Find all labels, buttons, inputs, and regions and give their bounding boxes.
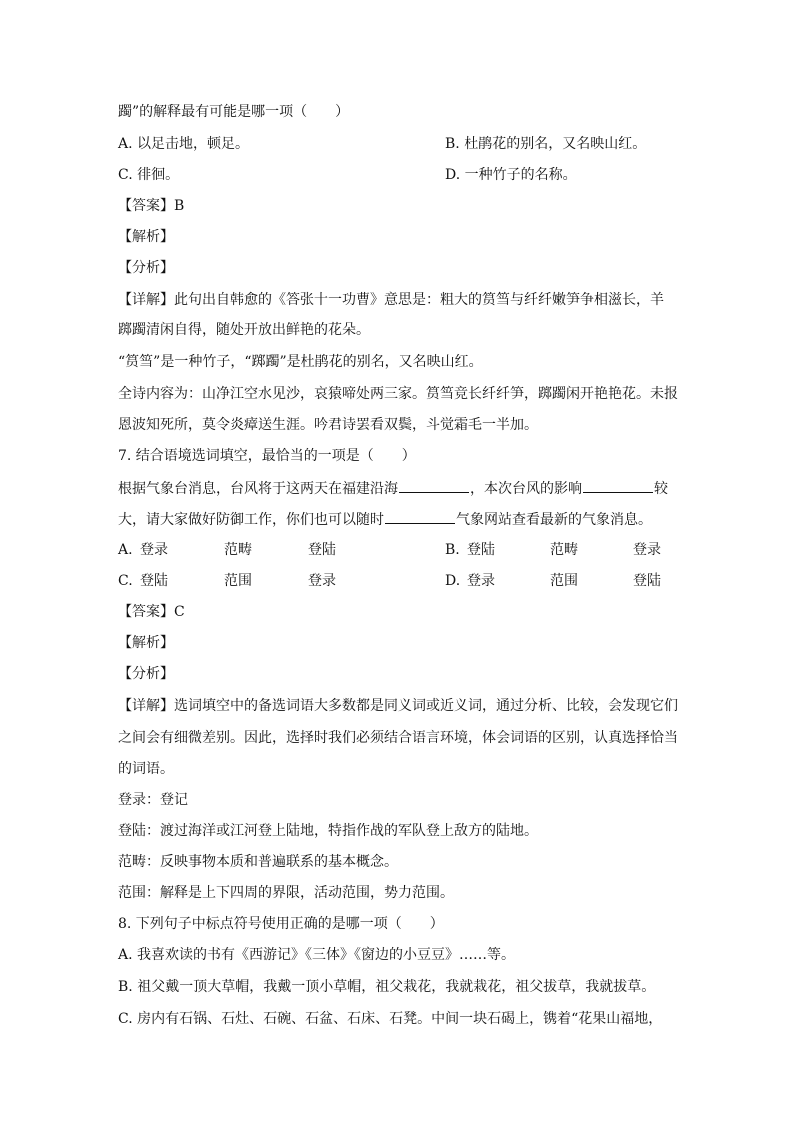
q7-option-c-word-3: 登录 [308,573,336,589]
q7-option-c-letter: C. [118,573,133,589]
q6-option-d: D. 一种竹子的名称。 [445,167,577,183]
q7-sentence-line-2: 大，请大家做好防御工作，你们也可以随时 气象网站查看最新的气象消息。 [118,509,652,530]
q7-option-d-word-1: 登录 [467,573,495,589]
q7-option-b-letter: B. [445,542,460,558]
q7-detail-line-1: 【详解】选词填空中的备选词语大多数都是同义词或近义词，通过分析、比较，会发现它们 [118,698,678,714]
q7-definition-1: 登录：登记 [118,792,188,808]
q7-option-a-word-3: 登陆 [308,542,336,558]
q7-answer: 【答案】C [118,604,185,620]
q7-option-d-word-3: 登陆 [633,573,661,589]
q7-option-d-word-2: 范围 [550,573,578,589]
q7-stem: 7. 结合语境选词填空，最恰当的一项是（ ） [118,448,416,464]
q6-detail-line-1: 【详解】此句出自韩愈的《答张十一功曹》意思是：粗大的筼筜与纤纤嫩笋争相滋长，羊 [118,292,664,308]
q7-detail-line-2: 之间会有细微差别。因此，选择时我们必须结合语言环境，体会词语的区别，认真选择恰当 [118,730,678,746]
q6-fenxi-tag: 【分析】 [118,260,174,276]
q8-option-c: C. 房内有石锅、石灶、石碗、石盆、石床、石凳。中间一块石碣上，镌着“花果山福地， [118,1011,663,1027]
q6-analysis-tag: 【解析】 [118,229,174,245]
q7-definition-3: 范畴：反映事物本质和普遍联系的基本概念。 [118,854,398,870]
q7-option-a-word-2: 范畴 [224,542,252,558]
q7-option-b-word-2: 范畴 [550,542,578,558]
q7-option-a-letter: A. [118,542,133,558]
q7-blank-3 [385,509,455,524]
q6-answer: 【答案】B [118,198,185,214]
q6-option-b: B. 杜鹃花的别名，又名映山红。 [445,136,647,152]
q7-sentence-line-1: 根据气象台消息，台风将于这两天在福建沿海 ，本次台风的影响 较 [118,478,668,499]
q7-blank-1 [399,478,469,493]
q6-extra-line-2: 全诗内容为：山净江空水见沙，哀猿啼处两三家。筼筜竞长纤纤笋，踯躅闲开艳艳花。未报 [118,386,678,402]
q8-option-b: B. 祖父戴一顶大草帽，我戴一顶小草帽，祖父栽花，我就栽花，祖父拔草，我就拔草。 [118,979,656,995]
q7-blank-2 [583,478,653,493]
q7-definition-4: 范围：解释是上下四周的界限，活动范围，势力范围。 [118,885,454,901]
q6-extra-line-3: 恩波知死所，莫令炎瘴送生涯。吟君诗罢看双鬓，斗觉霜毛一半加。 [118,417,538,433]
q6-option-c: C. 徘徊。 [118,167,180,183]
q7-detail-line-3: 的词语。 [118,761,174,777]
q7-analysis-tag: 【解析】 [118,635,174,651]
q7-option-c-word-2: 范围 [224,573,252,589]
q7-definition-2: 登陆：渡过海洋或江河登上陆地，特指作战的军队登上敌方的陆地。 [118,823,538,839]
q7-option-d-letter: D. [445,573,461,589]
q6-extra-line-1: “筼筜”是一种竹子，“踯躅”是杜鹃花的别名，又名映山红。 [118,354,483,370]
q6-stem-tail: 躅”的解释最有可能是哪一项（ ） [118,104,350,120]
q8-stem: 8. 下列句子中标点符号使用正确的是哪一项（ ） [118,916,444,932]
q6-option-a: A. 以足击地，顿足。 [118,136,250,152]
q6-detail-line-2: 踯躅清闲自得，随处开放出鲜艳的花朵。 [118,322,370,338]
q7-option-a-word-1: 登录 [140,542,168,558]
q7-fenxi-tag: 【分析】 [118,666,174,682]
q7-option-b-word-1: 登陆 [467,542,495,558]
q8-option-a: A. 我喜欢读的书有《西游记》《三体》《窗边的小豆豆》……等。 [118,947,516,963]
q7-option-b-word-3: 登录 [633,542,661,558]
q7-option-c-word-1: 登陆 [140,573,168,589]
